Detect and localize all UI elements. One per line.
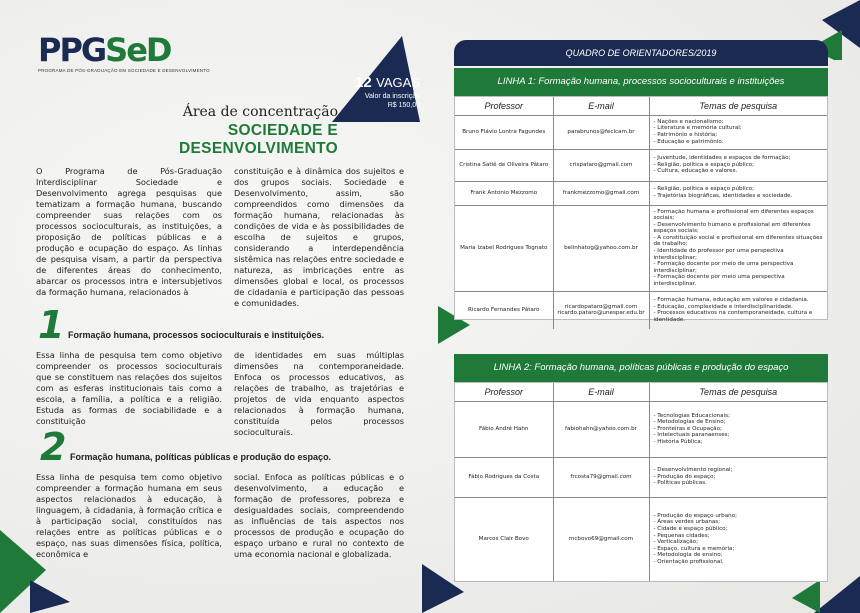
table-row <box>455 181 827 205</box>
research-topics <box>649 181 827 205</box>
professor-name: Bruno Flávio Lontra Fagundes <box>455 115 553 149</box>
intro-col-2: constituição e à dinâmica dos sujeitos e dos grupos sociais. Sociedade e Desenvolvimento, assim, são compreendidos como dimensões da formação humana, relacionadas às condições de vida e às possibilidades de escolha de sujeitos e grupos, considerando a interdependência sistêmica nas relações entre sociedade e natureza, as imbricações entre as dimensões global e local, os processos de cidadania e participação das pessoas e comunidades. <box>234 166 404 308</box>
linha2-title: LINHA 2: Formação humana, políticas públicas e produção do espaço <box>454 354 828 382</box>
research-topics <box>649 457 827 497</box>
section1-number: 1 <box>38 303 65 347</box>
linha1-table-box <box>454 96 828 323</box>
professor-email: frankmezzomo@gmail.com <box>553 181 649 205</box>
research-topic-item: - Cultura, educação e valores. <box>653 168 738 175</box>
research-topic-item: - A constituição social e profissional em diferentes situações de trabalho; <box>653 234 823 248</box>
section1-col-1: Essa linha de pesquisa tem como objetivo compreender os processos socioculturais que se constituem nas relações dos sujeitos com as esferas institucionais tais como a escola, a família, a política e a religião. Estuda as formas de sociabilidade e a constituição <box>36 350 222 426</box>
research-topic-item: - Espaço, cultura e memória; <box>653 545 735 552</box>
vagas-number: 12 <box>355 74 372 91</box>
table-row <box>455 291 827 329</box>
table-row <box>455 457 827 497</box>
research-topic-item: - Processos educativos na contemporaneidade, cultura e identidade. <box>653 310 813 323</box>
research-topic-item: - Nações e nacionalismo; <box>653 118 724 125</box>
research-topic-item: - Pequenas cidades; <box>653 532 710 539</box>
table-row <box>455 115 827 149</box>
table-row <box>455 149 827 181</box>
table-row <box>455 205 827 291</box>
research-topic-item: - Religião, política e espaço público; <box>653 186 755 193</box>
research-topic-item: - Formação humana e profissional em diferentes espaços sociais; <box>653 208 814 222</box>
research-topics <box>649 205 827 291</box>
research-topic-item: - Produção do espaço urbano; <box>653 512 738 519</box>
linha1-title: LINHA 1: Formação humana, processos socioculturais e instituições <box>454 68 828 96</box>
linha2-table <box>455 383 827 581</box>
professor-email: parabrunos@feclcam.br <box>553 115 649 149</box>
research-topic-item: - Identidade do professor por uma perspectiva interdisciplinar; <box>653 248 784 261</box>
research-topics <box>649 497 827 581</box>
research-topic-item: - Tecnologias Educacionais; <box>653 412 730 419</box>
professor-email: crispataro@gmail.com <box>553 149 649 181</box>
research-topic-item: - Juventude, identidades e espaços de formação; <box>653 155 791 162</box>
linha2-table-box <box>454 382 828 582</box>
section2-number: 2 <box>40 425 67 469</box>
research-topic-item: - Educação, complexidade e interdisciplinaridade. <box>653 303 793 310</box>
header-professor: Professor <box>455 383 553 401</box>
section1-title: Formação humana, processos socioculturais e instituições. <box>68 330 325 340</box>
professor-email: ricardopataro@gmail.com ricardo.pataro@unespar.edu.br <box>553 291 649 329</box>
table-row <box>455 401 827 457</box>
section2-col-1: Essa linha de pesquisa tem como objetivo compreender a formação humana em seus aspectos relacionados à educação, à linguagem, à cidadania, à formação crítica e à participação social, constituídos nas relações entre as políticas públicas e o espaço, nas suas dimensões física, política, econômica e <box>36 472 222 559</box>
research-topic-item: - Desenvolvimento humano e profissional em diferentes espaços sociais; <box>653 221 811 235</box>
research-topics <box>649 401 827 457</box>
professor-email: fabiohahn@yahoo.com.br <box>553 401 649 457</box>
professor-name: Ricardo Fernandes Pátaro <box>455 291 553 329</box>
research-topic-item: - Produção do espaço; <box>653 473 716 480</box>
research-topic-item: - Metodologia de ensino; <box>653 552 723 559</box>
research-topic-item: - Áreas verdes urbanas; <box>653 519 721 526</box>
vagas-fee-label: Valor da inscrição <box>364 93 420 100</box>
professor-name: Cristina Satiê de Oliveira Pátaro <box>455 149 553 181</box>
vagas-word: VAGAS <box>376 75 420 90</box>
table-row <box>455 497 827 581</box>
area-title: SOCIEDADE E DESENVOLVIMENTO <box>179 122 338 157</box>
intro-col-1: O Programa de Pós-Graduação Interdisciplinar Sociedade e Desenvolvimento agrega pesquisas que tematizam a formação humana, buscando compreender suas relações com os processos socioculturais, as instituições, a proposição de políticas públicas e a produção e ocupação do espaço. As linhas de pesquisa visam, a partir da perspectiva de diferentes áreas do conhecimento, abarcar os processos intra e intersubjetivos da formação humana, relacionados à <box>36 166 222 297</box>
research-topic-item: - Educação e patrimônio. <box>653 138 724 145</box>
research-topic-item: - Desenvolvimento regional; <box>653 467 733 474</box>
header-temas: Temas de pesquisa <box>649 97 827 115</box>
section1-col-2: de identidades em suas múltiplas dimensões na contemporaneidade. Enfoca os processos educativos, as relações de trabalho, as trajetórias e projetos de vida enquanto aspectos relacionados à formação humana, constituída pelos processos socioculturais. <box>234 350 404 437</box>
research-topics <box>649 115 827 149</box>
research-topic-item: - Intelectuais paranaenses; <box>653 432 730 439</box>
logo-sed: SeD <box>105 31 171 69</box>
vagas-fee-value: R$ 150,00 <box>387 102 420 109</box>
research-topics <box>649 291 827 329</box>
research-topic-item: - Orientação profissional. <box>653 559 724 566</box>
professor-name: Fábio André Hahn <box>455 401 553 457</box>
area-label: Área de concentração <box>182 104 338 120</box>
quadro-title: QUADRO DE ORIENTADORES/2019 <box>454 40 828 66</box>
professor-email: frcosta79@gmail.com <box>553 457 649 497</box>
research-topics <box>649 149 827 181</box>
logo-ppg: PPG <box>38 31 106 69</box>
linha1-table <box>455 97 827 329</box>
section2-title: Formação humana, políticas públicas e produção do espaço. <box>70 452 332 462</box>
professor-name: Frank Antonio Mezzomo <box>455 181 553 205</box>
header-email: E-mail <box>553 383 649 401</box>
professor-email: belinhatog@yahoo.com.br <box>553 205 649 291</box>
research-topic-item: - Formação humana, educação em valores e cidadania. <box>653 297 809 304</box>
research-topic-item: - Fronteiras e Ocupação; <box>653 425 722 432</box>
research-topic-item: - Formação docente por meio uma perspectiva interdisciplinar. <box>653 274 785 288</box>
research-topic-item: - Políticas públicas. <box>653 480 707 487</box>
research-topic-item: - Religião, política e espaço público; <box>653 161 755 168</box>
header-temas: Temas de pesquisa <box>649 383 827 401</box>
professor-name: Maria Izabel Rodrigues Tognato <box>455 205 553 291</box>
research-topic-item: - Metodologias de Ensino; <box>653 419 726 426</box>
research-topic-item: - Literatura e memória cultural; <box>653 125 742 132</box>
logo-subtitle: PROGRAMA DE PÓS-GRADUAÇÃO EM SOCIEDADE E DESENVOLVIMENTO <box>38 68 210 73</box>
ppgsed-logo <box>38 31 210 73</box>
research-topic-item: - Verticalização; <box>653 539 698 546</box>
section2-col-2: social. Enfoca as políticas públicas e o desenvolvimento, a educação e formação de professores, pobreza e desigualdades sociais, compreendendo as influências de tais aspectos nos processos de produção e ocupação do espaço urbano e rural no contexto de uma economia nacional e globalizada. <box>234 472 404 559</box>
professor-name: Marcos Clair Bovo <box>455 497 553 581</box>
header-email: E-mail <box>553 97 649 115</box>
research-topic-item: - Formação docente por meio de uma perspectiva interdisciplinar; <box>653 261 794 274</box>
header-professor: Professor <box>455 97 553 115</box>
research-topic-item: - Trajetórias biográficas, identidades e sociedade. <box>653 193 793 199</box>
professor-email: mcbovo69@gmail.com <box>553 497 649 581</box>
research-topic-item: - Cidade e espaço público; <box>653 526 728 533</box>
research-topic-item: - Patrimônio e história; <box>653 132 718 138</box>
research-topic-item: - História Pública; <box>653 438 703 445</box>
professor-name: Fábio Rodrigues da Costa <box>455 457 553 497</box>
